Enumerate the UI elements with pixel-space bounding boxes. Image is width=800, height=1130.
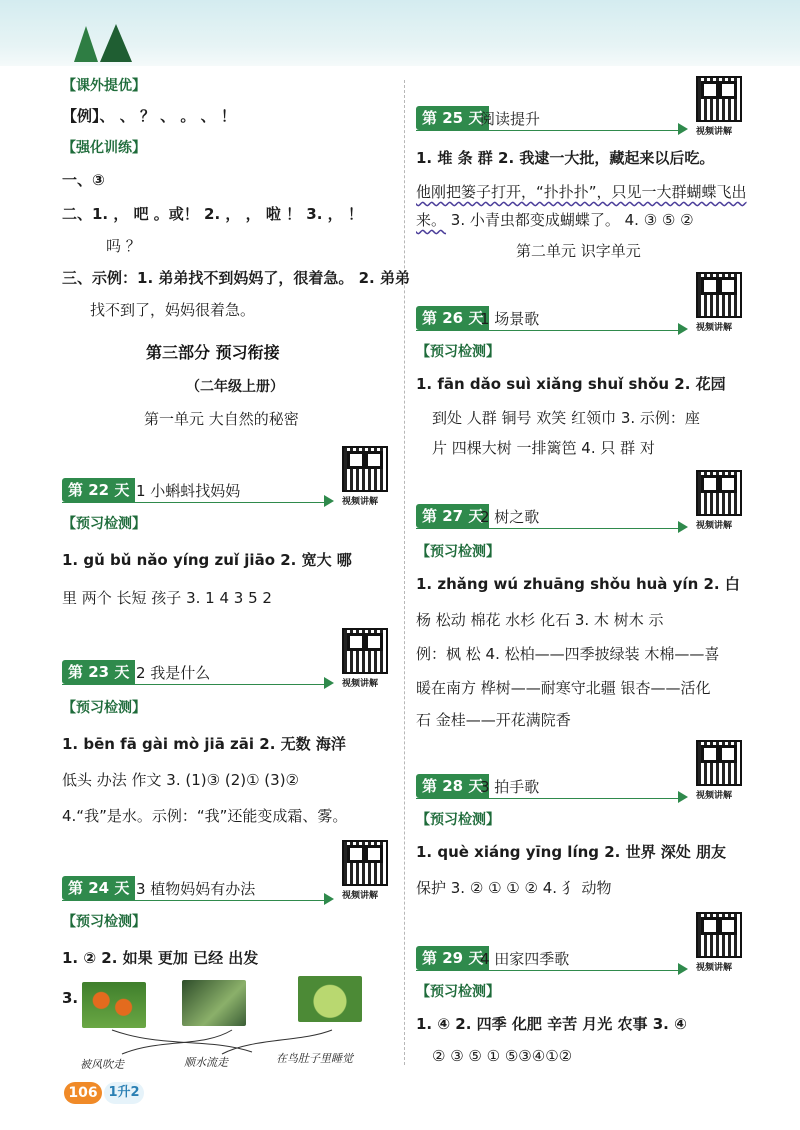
qr-label: 视频讲解 (342, 891, 379, 901)
answer-line: 1. bēn fā gài mò jiā zāi 2. 无数 海洋 (62, 735, 346, 753)
answer-line: 二、1. ， 吧 。或！ 2. ， ， 啦 ！ 3. ， ！ (62, 205, 363, 223)
pine-tree-icon (70, 24, 140, 64)
answer-line: 暖在南方 桦树——耐寒守北疆 银杏——活化 (416, 679, 711, 697)
day-badge: 第 24 天 (62, 876, 135, 900)
section-label: 【课外提优】 (62, 78, 146, 94)
section-label: 【预习检测】 (416, 984, 500, 1000)
arrow-icon (678, 521, 688, 533)
answer-line: 例：枫 松 4. 松柏——四季披绿装 木棉——喜 (416, 645, 720, 663)
arrow-icon (678, 963, 688, 975)
arrow-icon (678, 791, 688, 803)
grade-title: （二年级上册） (186, 379, 284, 395)
lesson-title: 4 田家四季歌 (480, 950, 570, 968)
day-header (62, 478, 382, 502)
arrow-icon (324, 893, 334, 905)
lesson-title: 2 树之歌 (480, 508, 540, 526)
day-badge: 第 27 天 (416, 504, 489, 528)
caption: 顺水流走 (184, 1056, 228, 1069)
answer-line: 三、示例：1. 弟弟找不到妈妈了，很着急。 2. 弟弟 (62, 269, 410, 287)
grade-tag: 1升2 (104, 1082, 144, 1104)
answer-line: 1. fān dǎo suì xiǎng shuǐ shǒu 2. 花园 (416, 375, 726, 393)
section-label: 【预习检测】 (62, 516, 146, 532)
day-header (416, 774, 736, 798)
answer-line: 1. 堆 条 群 2. 我逮一大批，藏起来以后吃。 (416, 149, 715, 167)
qr-label: 视频讲解 (342, 679, 379, 689)
lesson-title: 3 拍手歌 (480, 778, 540, 796)
caption: 在鸟肚子里睡觉 (276, 1052, 353, 1065)
page-number: 106 (64, 1082, 102, 1104)
qr-label: 视频讲解 (342, 497, 379, 507)
persimmon-image (82, 982, 146, 1028)
answer-line: 片 四棵大树 一排篱笆 4. 只 群 对 (432, 439, 655, 457)
answer-line: 1. gǔ bǔ nǎo yíng zuǐ jiāo 2. 宽大 哪 (62, 551, 352, 569)
day-header (62, 876, 382, 900)
answer-line: 1. ② 2. 如果 更加 已经 出发 (62, 949, 259, 967)
qr-label: 视频讲解 (696, 791, 733, 801)
lesson-title: 3 植物妈妈有办法 (136, 880, 256, 898)
answer-line: 1. ④ 2. 四季 化肥 辛苦 月光 农事 3. ④ (416, 1015, 687, 1033)
day-badge: 第 25 天 (416, 106, 489, 130)
answer-line: 石 金桂——开花满院香 (416, 711, 571, 729)
answer-line: 【例】、 、 ？ 、 。 、 ！ (62, 107, 236, 125)
answer-line: 到处 人群 铜号 欢笑 红领巾 3. 示例：座 (432, 409, 700, 427)
answer-line: 吗 ？ (106, 237, 141, 255)
qr-label: 视频讲解 (696, 127, 733, 137)
lotus-seedpod-image (298, 976, 362, 1022)
section-label: 【预习检测】 (62, 700, 146, 716)
section-label: 【预习检测】 (416, 544, 500, 560)
day-badge: 第 26 天 (416, 306, 489, 330)
arrow-icon (678, 123, 688, 135)
arrow-icon (324, 495, 334, 507)
section-label: 【预习检测】 (416, 812, 500, 828)
day-header (62, 660, 382, 684)
column-divider (404, 80, 405, 1065)
answer-line: ② ③ ⑤ ① ⑤③④①② (432, 1047, 573, 1065)
day-badge: 第 28 天 (416, 774, 489, 798)
day-header (416, 306, 736, 330)
answer-line: 里 两个 长短 孩子 3. 1 4 3 5 2 (62, 589, 272, 607)
day-badge: 第 23 天 (62, 660, 135, 684)
qr-label: 视频讲解 (696, 323, 733, 333)
answer-line: 低头 办法 作文 3. (1)③ (2)① (3)② (62, 771, 300, 789)
day-header (416, 106, 736, 130)
answer-line: 来。 3. 小青虫都变成蝴蝶了。 4. ③ ⑤ ② (416, 211, 694, 229)
lesson-title: 阅读提升 (480, 110, 541, 128)
arrow-icon (324, 677, 334, 689)
answer-line: 保护 3. ② ① ① ② 4. 犭 动物 (416, 879, 612, 897)
qr-label: 视频讲解 (696, 521, 733, 531)
answer-line: 1. què xiáng yīng líng 2. 世界 深处 朋友 (416, 843, 727, 861)
answer-line: 3. (62, 989, 79, 1007)
unit-title: 第一单元 大自然的秘密 (144, 410, 299, 428)
qr-label: 视频讲解 (696, 963, 733, 973)
lesson-title: 2 我是什么 (136, 664, 211, 682)
day-badge: 第 22 天 (62, 478, 135, 502)
lesson-title: 1 小蝌蚪找妈妈 (136, 482, 241, 500)
lesson-title: 1 场景歌 (480, 310, 540, 328)
answer-line: 找不到了，妈妈很着急。 (90, 301, 256, 319)
day-header (416, 946, 736, 970)
arrow-icon (678, 323, 688, 335)
day-header (416, 504, 736, 528)
unit-title: 第二单元 识字单元 (516, 242, 641, 260)
answer-line: 4.“我”是水。示例：“我”还能变成霜、雾。 (62, 807, 348, 825)
answer-line: 他刚把篓子打开，“扑扑扑”，只见一大群蝴蝶飞出 (416, 183, 747, 201)
section-label: 【预习检测】 (62, 914, 146, 930)
day-badge: 第 29 天 (416, 946, 489, 970)
plant-image (182, 980, 246, 1026)
answer-line: 1. zhǎng wú zhuāng shǒu huà yín 2. 白 (416, 575, 740, 593)
answer-line: 一、③ (62, 171, 105, 189)
caption: 被风吹走 (80, 1058, 124, 1071)
section-label: 【预习检测】 (416, 344, 500, 360)
part-title: 第三部分 预习衔接 (146, 343, 280, 362)
answer-line: 杨 松动 棉花 水杉 化石 3. 木 树木 示 (416, 611, 664, 629)
section-label: 【强化训练】 (62, 140, 146, 156)
